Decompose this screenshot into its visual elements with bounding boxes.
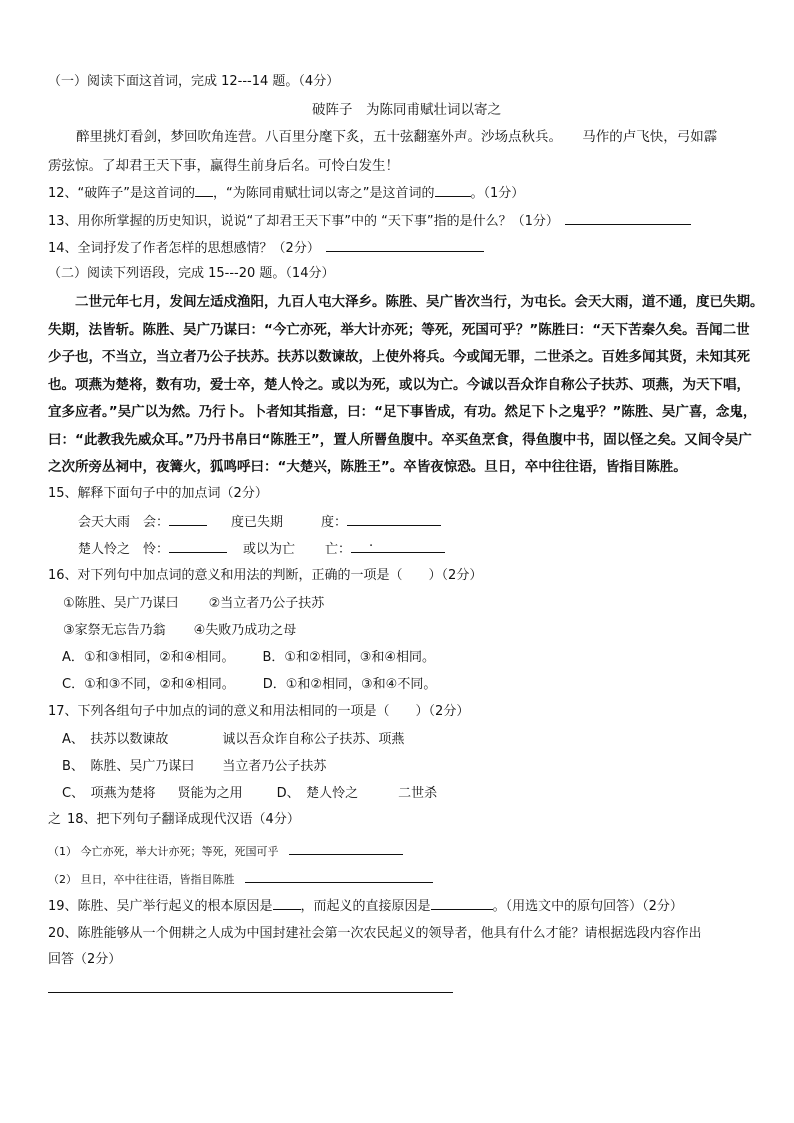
question-16: 16、对下列句中加点词的意义和用法的判断，正确的一项是（ ）（2分） — [48, 568, 483, 583]
q16-choice-d[interactable]: D．①和②相同，③和④不同。 — [262, 677, 437, 692]
question-14 — [48, 239, 484, 258]
q18-2-answer-line[interactable] — [245, 870, 433, 883]
q16-item-4: ④失败乃成功之母 — [193, 623, 297, 638]
q17-d-right: 二世杀 — [398, 786, 438, 801]
poem-line-2: 雳弦惊。了却君王天下事，赢得生前身后名。可怜白发生！ — [48, 158, 399, 174]
q17-option-a[interactable] — [62, 731, 404, 749]
passage-line-3: 少子也，不当立，当立者乃公子扶苏。扶苏以数谏故，上使外将兵。今或闻无罪，二世杀之。百姓多闻其贤，未知其死 — [48, 349, 750, 365]
question-12 — [48, 184, 524, 203]
passage-line-5: 宜多应者。”吴广以为然。乃行卜。卜者知其指意，曰：“足下事皆成，有功。然足下卜之鬼乎？”陈胜、吴广喜，念鬼， — [48, 404, 757, 420]
q19-text-a: 19、陈胜、吴广举行起义的根本原因是 — [48, 899, 273, 914]
q16-item-2: ②当立者乃公子扶苏 — [208, 596, 325, 611]
q15-blank-hui[interactable] — [169, 513, 207, 526]
q15-r1-c: 度： — [321, 515, 348, 530]
q15-r2-c: 亡： — [325, 542, 352, 557]
q19-text-b: ，而起义的直接原因是 — [300, 899, 431, 914]
q18-text: 18、把下列句子翻译成现代汉语（4分） — [67, 812, 300, 827]
q17-c-left[interactable]: C、 项燕为楚将 — [62, 786, 156, 801]
q16-choice-a[interactable]: A．①和③相同，②和④相同。 — [62, 650, 235, 665]
q17-a-left: A、 扶苏以数谏故 — [62, 732, 169, 747]
poem-title: 破阵子 为陈同甫赋壮词以寄之 — [312, 102, 501, 118]
q15-blank-du[interactable] — [347, 513, 441, 526]
q15-blank-wang[interactable] — [351, 535, 445, 553]
question-18 — [48, 811, 300, 829]
q15-blank-lian[interactable] — [169, 540, 227, 553]
q15-r1-b: 度已失期 — [231, 515, 284, 530]
q12-blank-2[interactable] — [435, 184, 471, 197]
q14-answer-line[interactable] — [326, 239, 484, 252]
q16-items-row-1 — [63, 595, 324, 613]
passage-line-7: 之次所旁丛祠中，夜篝火，狐鸣呼曰：“大楚兴，陈胜王”。卒皆夜惊恐。旦日，卒中往往语，皆指目陈胜。 — [48, 459, 687, 475]
passage-line-1: 二世元年七月，发闾左适戍渔阳，九百人屯大泽乡。陈胜、吴广皆次当行，为屯长。会天大雨，道不通，度已失期。 — [48, 294, 764, 310]
q19-text-c: 。（用选文中的原句回答）（2分） — [492, 899, 683, 914]
q14-text: 14、全词抒发了作者怎样的思想感情？（2分） — [48, 241, 320, 256]
q17-option-b[interactable] — [62, 758, 326, 776]
q18-1-text: （1） 今亡亦死，举大计亦死；等死，死国可乎 — [48, 845, 279, 858]
q19-blank-2[interactable] — [431, 897, 493, 910]
q15-r1-a: 会天大雨 会： — [78, 515, 170, 530]
q16-choices-row-1 — [62, 649, 435, 667]
q17-options-c-d — [62, 785, 437, 803]
q18-2-text: （2） 旦日，卒中往往语，皆指目陈胜 — [48, 873, 235, 886]
q17-b-right: 当立者乃公子扶苏 — [222, 759, 327, 774]
question-19 — [48, 897, 683, 916]
passage-line-4: 也。项燕为楚将，数有功，爱士卒，楚人怜之。或以为死，或以为亡。今诚以吾众诈自称公子扶苏、项燕，为天下唱， — [48, 377, 750, 393]
q16-item-3: ③家祭无忘告乃翁 — [63, 623, 166, 638]
q12-text-c: 。（1分） — [470, 186, 525, 201]
question-13 — [48, 212, 691, 231]
q18-1-answer-line[interactable] — [289, 842, 403, 855]
q15-r2-b: 或以为亡 — [243, 542, 296, 557]
q15-r2-a: 楚人怜之 怜： — [78, 542, 170, 557]
q17-b-left: B、 陈胜、吴广乃谋曰 — [62, 759, 195, 774]
question-17: 17、下列各组句子中加点的词的意义和用法相同的一项是（ ）（2分） — [48, 704, 470, 719]
q18-item-1 — [48, 842, 403, 861]
q13-answer-line[interactable] — [565, 212, 691, 225]
question-15: 15、解释下面句子中的加点词（2分） — [48, 486, 268, 501]
q18-item-2 — [48, 870, 433, 889]
q15-row-2 — [78, 535, 445, 559]
question-20: 20、陈胜能够从一个佣耕之人成为中国封建社会第一次农民起义的领导者，他具有什么才能？请根据选段内容作出 — [48, 926, 702, 941]
q15-row-1 — [78, 513, 441, 532]
passage-line-2: 失期，法皆斩。陈胜、吴广乃谋曰：“今亡亦死，举大计亦死；等死，死国可乎？”陈胜曰：“天下苦秦久矣。吾闻二世 — [48, 322, 750, 338]
q16-choice-c[interactable]: C．①和③不同，②和④相同。 — [62, 677, 235, 692]
section1-header: （一）阅读下面这首词，完成 12---14 题。（4分） — [48, 74, 340, 89]
q12-blank-1[interactable] — [195, 184, 213, 197]
q15-dot: . — [369, 535, 374, 550]
q17-d-left[interactable]: D、 楚人怜之 — [276, 786, 359, 801]
q16-item-1: ①陈胜、吴广乃谋曰 — [63, 596, 179, 611]
q20-answer-line[interactable] — [48, 992, 453, 993]
q12-text-a: 12、“破阵子”是这首词的 — [48, 186, 196, 201]
passage-line-6: 曰：“此教我先威众耳。”乃丹书帛曰“陈胜王”，置人所罾鱼腹中。卒买鱼烹食，得鱼腹中书，固以怪之矣。又间令吴广 — [48, 432, 752, 448]
q16-items-row-2 — [63, 622, 296, 640]
q16-choices-row-2 — [62, 676, 436, 694]
section2-header: （二）阅读下列语段，完成 15---20 题。（14分） — [48, 266, 335, 281]
poem-line-1: 醉里挑灯看剑，梦回吹角连营。八百里分麾下炙，五十弦翻塞外声。沙场点秋兵。 马作的卢飞快，弓如霹 — [76, 129, 718, 145]
q17-a-right: 诚以吾众诈自称公子扶苏、项燕 — [222, 732, 405, 747]
q12-text-b: ，“为陈同甫赋壮词以寄之”是这首词的 — [213, 186, 435, 201]
q17-c-right: 贤能为之用 — [177, 786, 243, 801]
question-20-cont: 回答（2分） — [48, 952, 122, 967]
q16-choice-b[interactable]: B．①和②相同，③和④相同。 — [262, 650, 436, 665]
q19-blank-1[interactable] — [273, 897, 301, 910]
q13-text: 13、用你所掌握的历史知识，说说“了却君王天下事”中的 “天下事”指的是什么？（1分） — [48, 214, 559, 229]
q17-tail: 之 — [48, 812, 62, 827]
